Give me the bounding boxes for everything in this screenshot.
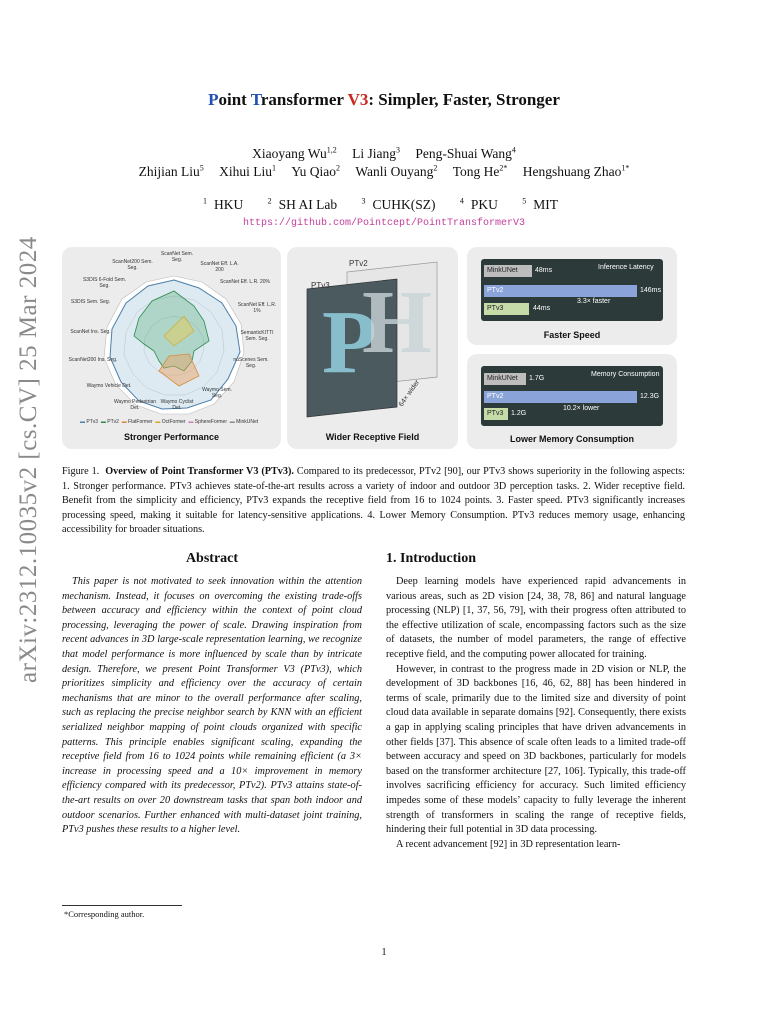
- memory-panel: [467, 354, 677, 449]
- svg-text:H: H: [362, 273, 433, 372]
- speed-bar-minkunet: MinkUNet: [484, 265, 532, 277]
- intro-heading: 1. Introduction: [386, 551, 476, 566]
- speed-caption: Faster Speed: [543, 330, 601, 340]
- memory-bar-ptv2: PTv2: [484, 391, 637, 403]
- memory-note: 10.2× lower: [563, 405, 600, 412]
- receptive-illustration: [287, 247, 458, 427]
- radar-caption: Stronger Performance: [123, 432, 220, 442]
- memory-caption: Lower Memory Consumption: [509, 434, 634, 444]
- receptive-note: 64× wider: [397, 379, 422, 409]
- receptive-panel: [287, 247, 458, 449]
- memory-chart-title: Memory Consumption: [591, 371, 660, 378]
- memory-value-minkunet: 1.7G: [529, 375, 545, 382]
- radar-axis-label: S3DIS 6-Fold Sem. Seg.: [82, 277, 127, 289]
- affiliations: $^1$ HKU $^2$ SH AI Lab $^3$ CUHK(SZ) $^4$ PKU $^5$ MIT: [202, 196, 558, 212]
- memory-bar-ptv3: PTv3: [484, 408, 508, 420]
- radar-axis-label: ScanNet Ins. Seg.: [70, 329, 111, 335]
- author-line-2: Zhijian Liu$^5$ Xihui Liu$^1$ Yu Qiao$^2$ Wanli Ouyang$^2$ Tong $He^{2*}$ Hengshuang Zhao$^{1*}$: [138, 163, 630, 179]
- abstract-text: This paper is not motivated to seek innovation within the attention mechanism. Instead, it focuses on overcoming the existing trade-offs between accuracy and efficiency within the context of point cloud processing, leveraging the power of scale. Drawing inspiration from recent advances in 3D large-scale representation learning, we recognize that model performance is more influenced by scale than by intricate design. Therefore, we present Point Transformer V3 (PTv3), which prioritizes simplicity and efficiency over the accuracy of certain mechanisms that are minor to the overall performance after scaling, such as replacing the precise neighbor search by KNN with an efficient serialized neighbor mapping of point clouds organized with specific patterns. This principle enables significant scaling, expanding the receptive field from 16 to 1024 points while remaining efficient (a 3× increase in processing speed and a 10× improvement in memory efficiency compared with its predecessor, PTv2). PTv3 attains state-of-the-art results on over 20 downstream tasks that span both indoor and outdoor scenarios. Further enhanced with multi-dataset joint training, PTv3 pushes these results to a higher level.: [62, 576, 362, 836]
- ptv3-label: PTv3: [311, 281, 330, 290]
- speed-chart-title: Inference Latency: [598, 264, 654, 271]
- radar-panel: [62, 247, 281, 449]
- radar-axis-label: S3DIS Sem. Seg.: [70, 299, 111, 305]
- svg-text:P: P: [322, 293, 377, 392]
- radar-axis-label: SemanticKITTI Sem. Seg.: [240, 330, 274, 342]
- radar-axis-label: ScanNet200 Sem. Seg.: [112, 259, 153, 271]
- radar-axis-label: Waymo Sem. Seg.: [202, 387, 232, 399]
- paper-title: Point Transformer V3: Simpler, Faster, Stronger: [208, 90, 560, 109]
- speed-value-ptv3: 44ms: [533, 305, 551, 312]
- footnote-rule: [62, 905, 182, 906]
- radar-axis-label: Waymo Pedestrian Det.: [113, 399, 157, 411]
- intro-paragraph-3: A recent advancement [92] in 3D representation learn-: [396, 838, 621, 850]
- speed-panel: [467, 247, 677, 345]
- speed-note: 3.3× faster: [577, 298, 611, 305]
- abstract-heading: Abstract: [185, 551, 239, 566]
- page-number: 1: [381, 947, 387, 958]
- receptive-caption: Wider Receptive Field: [325, 432, 420, 442]
- intro-paragraph-2: However, in contrast to the progress made in 2D vision or NLP, the development of 3D backbones [16, 46, 62, 88] has been hindered in terms of scale, primarily due to the limited size and diversity of point cloud data available in separate domains [92]. Consequently, there exists a gap in applying scaling principles that have driven advancements in other fields [37]. This absence of scale often leads to a limited trade-off between accuracy and speed on 3D backbones, particularly for models based on the transformer architecture [27, 106]. Typically, this trade-off involves sacrificing efficiency for accuracy. Such limited efficiency impedes some of these models’ capacity to fully leverage the inherent strength of transformers in scaling the range of receptive fields, hindering their full potential in 3D data processing.: [386, 663, 686, 836]
- ptv2-label: PTv2: [349, 259, 368, 268]
- memory-value-ptv2: 12.3G: [640, 393, 660, 400]
- arxiv-stamp: arXiv:2312.10035v2 [cs.CV] 25 Mar 2024: [15, 236, 42, 683]
- memory-value-ptv3: 1.2G: [511, 410, 527, 417]
- radar-axis-label: ScanNet Eff. L.A. 200: [200, 261, 239, 273]
- speed-bar-ptv3: PTv3: [484, 303, 529, 315]
- radar-axis-label: nuScenes Sem. Seg.: [233, 357, 269, 369]
- footnote: *Corresponding author.: [64, 909, 145, 919]
- memory-bar-minkunet: MinkUNet: [484, 373, 526, 385]
- github-link[interactable]: https://github.com/Pointcept/PointTransformerV3: [242, 218, 526, 229]
- radar-legend: ▬ PTv3 ▬ PTv2 ▬ FlatFormer ▬ OctFormer ▬ SphereFormer ▬ MinkUNet: [80, 419, 259, 425]
- radar-axis-label: Waymo Cyclist Det.: [160, 399, 194, 411]
- radar-axis-label: ScanNet Eff. L.R. 1%: [237, 302, 277, 314]
- author-line-1: Xiaoyang Wu$^{1,2}$ Li Jiang$^3$ Peng-Shuai Wang$^4$: [252, 145, 516, 161]
- radar-axis-label: ScanNet Sem. Seg.: [160, 251, 194, 263]
- radar-axis-label: Waymo Vehicle Det.: [86, 383, 132, 389]
- intro-paragraph-1: Deep learning models have experienced rapid advancements in various areas, such as 2D vision [24, 38, 78, 86] and natural language processing (NLP) [1, 37, 56, 79], with their progress often attributed to the effective utilization of scale, encompassing factors such as the size of datasets, the number of model parameters, the range of effective receptive field, and the computing power allocated for training.: [386, 576, 686, 660]
- intro-body: [386, 575, 686, 852]
- radar-axis-label: ScanNet Eff. L.R. 20%: [220, 279, 270, 285]
- speed-bar-ptv2: PTv2: [484, 285, 637, 297]
- speed-value-ptv2: 146ms: [640, 287, 662, 294]
- speed-value-minkunet: 48ms: [535, 267, 553, 274]
- figure-caption: Figure 1. Overview of Point Transformer V3 (PTv3). Compared to its predecessor, PTv2 [90], our PTv3 shows superiority in the following aspects: 1. Stronger performance. PTv3 achieves state-of-the-art results across a variety of indoor and outdoor 3D perception tasks. 2. Wider receptive field. Benefit from the simplicity and efficiency, PTv3 expands the receptive field from 16 to 1024 points. 3. Faster speed. PTv3 significantly increases processing speed, making it suitable for latency-sensitive applications. 4. Lower Memory Consumption. PTv3 reduces memory usage, enhancing accessibility for broader situations.: [62, 466, 685, 535]
- radar-axis-label: ScanNet200 Ins. Seg.: [68, 357, 118, 363]
